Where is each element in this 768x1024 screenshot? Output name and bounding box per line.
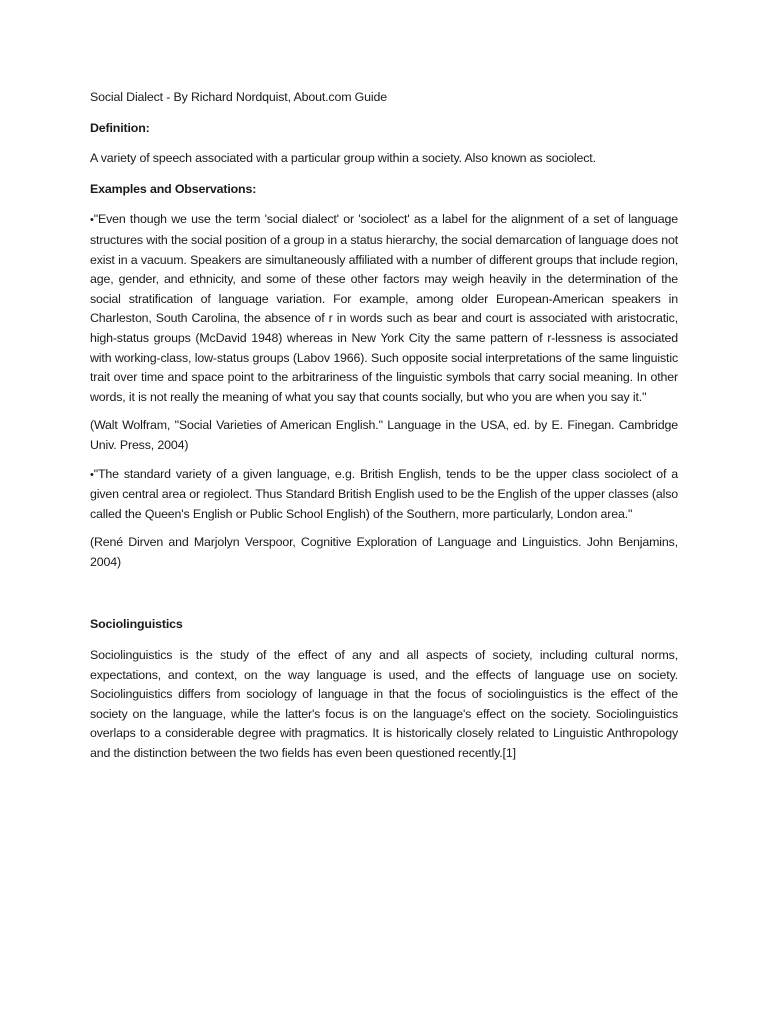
document-page [90, 88, 678, 764]
definition-text: A variety of speech associated with a particular group within a society. Also known as sociolect. [90, 151, 596, 166]
sociolinguistics-text: Sociolinguistics is the study of the effect of any and all aspects of society, including cultural norms, expectations, and context, on the way language is used, and the effects of language use on society. Sociolinguistics differs from sociology of language in that the focus of sociolinguistics is the effect of the society on the language, while the latter's focus is on the language's effect on the society. Sociolinguistics overlaps to a considerable degree with pragmatics. It is historically closely related to Linguistic Anthropology and the distinction between the two fields has even been questioned recently.[1] [90, 648, 678, 761]
document-title: Social Dialect - By Richard Nordquist, About.com Guide [90, 90, 387, 104]
bullet-icon: • [90, 214, 94, 227]
quote-text-2: "The standard variety of a given language, e.g. British English, tends to be the upper class sociolect of a given central area or regiolect. Thus Standard British English used to be the English of the upper classes (also called the Queen's English or Public School English) of the Southern, more particularly, London area." [90, 466, 678, 521]
citation-1: (Walt Wolfram, "Social Varieties of American English." Language in the USA, ed. by E. Finegan. Cambridge Univ. Press, 2004) [90, 418, 678, 452]
definition-heading: Definition: [90, 120, 150, 135]
citation-2: (René Dirven and Marjolyn Verspoor, Cognitive Exploration of Language and Linguistics. John Benjamins, 2004) [90, 535, 678, 569]
bullet-icon: • [90, 468, 94, 481]
examples-heading: Examples and Observations: [90, 181, 257, 196]
quote-paragraph-2 [90, 465, 678, 525]
sociolinguistics-heading: Sociolinguistics [90, 617, 183, 632]
quote-text-1: "Even though we use the term 'social dialect' or 'sociolect' as a label for the alignment of a set of language structures with the social position of a group in a status hierarchy, the social demarcation of language does not exist in a vacuum. Speakers are simultaneously affiliated with a number of different groups that include region, age, gender, and ethnicity, and some of these other factors may weigh heavily in the determination of the social stratification of language variation. For example, among older European-American speakers in Charleston, South Carolina, the absence of r in words such as bear and court is associated with aristocratic, high-status groups (McDavid 1948) whereas in New York City the same pattern of r-lessness is associated with working-class, low-status groups (Labov 1966). Such opposite social interpretations of the same linguistic trait over time and space point to the arbitrariness of the linguistic symbols that carry social meaning. In other words, it is not really the meaning of what you say that counts socially, but who you are when you say it." [90, 212, 678, 404]
quote-paragraph-1 [90, 210, 678, 407]
